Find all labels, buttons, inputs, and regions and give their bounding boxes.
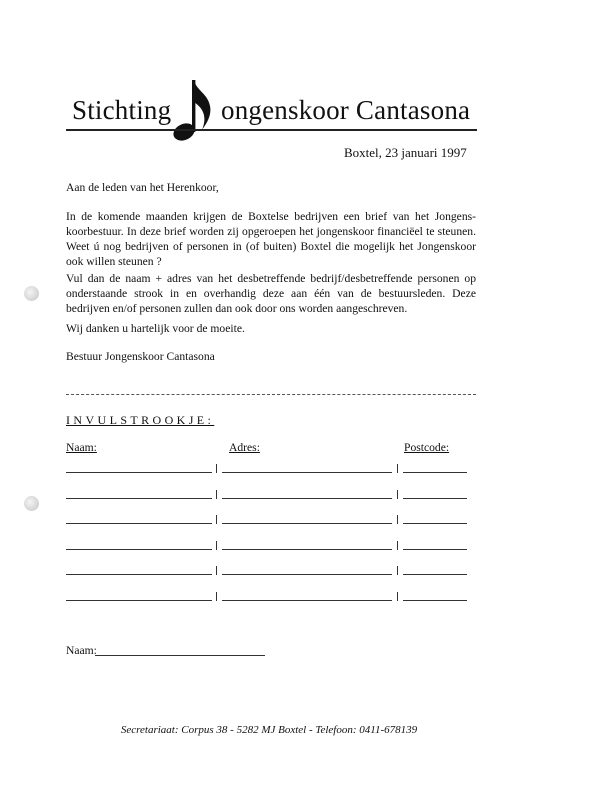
punch-hole-top [24, 286, 39, 301]
field-postcode[interactable] [403, 498, 467, 499]
column-separator [216, 464, 217, 473]
field-postcode[interactable] [403, 574, 467, 575]
field-adres[interactable] [222, 472, 392, 473]
column-separator [397, 592, 398, 601]
signer-name-label: Naam: [66, 644, 97, 657]
field-postcode[interactable] [403, 600, 467, 601]
footer-address: Secretariaat: Corpus 38 - 5282 MJ Boxtel - Telefoon: 0411-678139 [120, 724, 418, 736]
column-header-postcode: Postcode: [404, 441, 450, 454]
field-naam[interactable] [66, 600, 212, 601]
cut-line [66, 394, 476, 395]
column-separator [397, 515, 398, 524]
paragraph-2: Vul dan de naam + adres van het desbetreffende bedrijf/desbetreffende personen op onderstaande strook in en overhandig deze aan één van de bestuursleden. Deze bedrijven en/of personen zullen dan ook door ons worden aangeschreven. [66, 272, 476, 315]
letterhead-rule [66, 129, 477, 131]
column-separator [216, 515, 217, 524]
punch-hole-bottom [24, 496, 39, 511]
letterhead-left-text: Stichting [72, 95, 172, 125]
field-naam[interactable] [66, 549, 212, 550]
letter-date: Boxtel, 23 januari 1997 [344, 145, 467, 160]
field-adres[interactable] [222, 600, 392, 601]
column-separator [216, 592, 217, 601]
column-separator [216, 490, 217, 499]
field-postcode[interactable] [403, 472, 467, 473]
column-header-naam: Naam: [66, 441, 97, 454]
paragraph-1: In de komende maanden krijgen de Boxtelse bedrijven een brief van het Jongens-koorbestuur. In deze brief worden zij opgeroepen het jongenskoor financiëel te steunen. Weet ú nog bedrijven of personen in (of buiten) Boxtel die mogelijk het Jongenskoor ook willen steunen ? [66, 210, 476, 268]
column-separator [216, 566, 217, 575]
field-naam[interactable] [66, 472, 212, 473]
column-separator [397, 541, 398, 550]
field-postcode[interactable] [403, 523, 467, 524]
column-separator [397, 566, 398, 575]
form-title: INVULSTROOKJE: [66, 413, 215, 427]
letterhead-right-text: ongenskoor Cantasona [221, 95, 471, 125]
thanks-line: Wij danken u hartelijk voor de moeite. [66, 322, 245, 335]
column-separator [216, 541, 217, 550]
column-separator [397, 490, 398, 499]
column-header-adres: Adres: [229, 441, 260, 454]
column-separator [397, 464, 398, 473]
salutation: Aan de leden van het Herenkoor, [66, 181, 219, 194]
field-adres[interactable] [222, 574, 392, 575]
field-naam[interactable] [66, 574, 212, 575]
field-adres[interactable] [222, 549, 392, 550]
field-naam[interactable] [66, 523, 212, 524]
eighth-note-icon [170, 74, 218, 144]
signer-name-field[interactable] [95, 655, 265, 656]
field-adres[interactable] [222, 523, 392, 524]
field-postcode[interactable] [403, 549, 467, 550]
field-adres[interactable] [222, 498, 392, 499]
field-naam[interactable] [66, 498, 212, 499]
signature: Bestuur Jongenskoor Cantasona [66, 350, 215, 363]
